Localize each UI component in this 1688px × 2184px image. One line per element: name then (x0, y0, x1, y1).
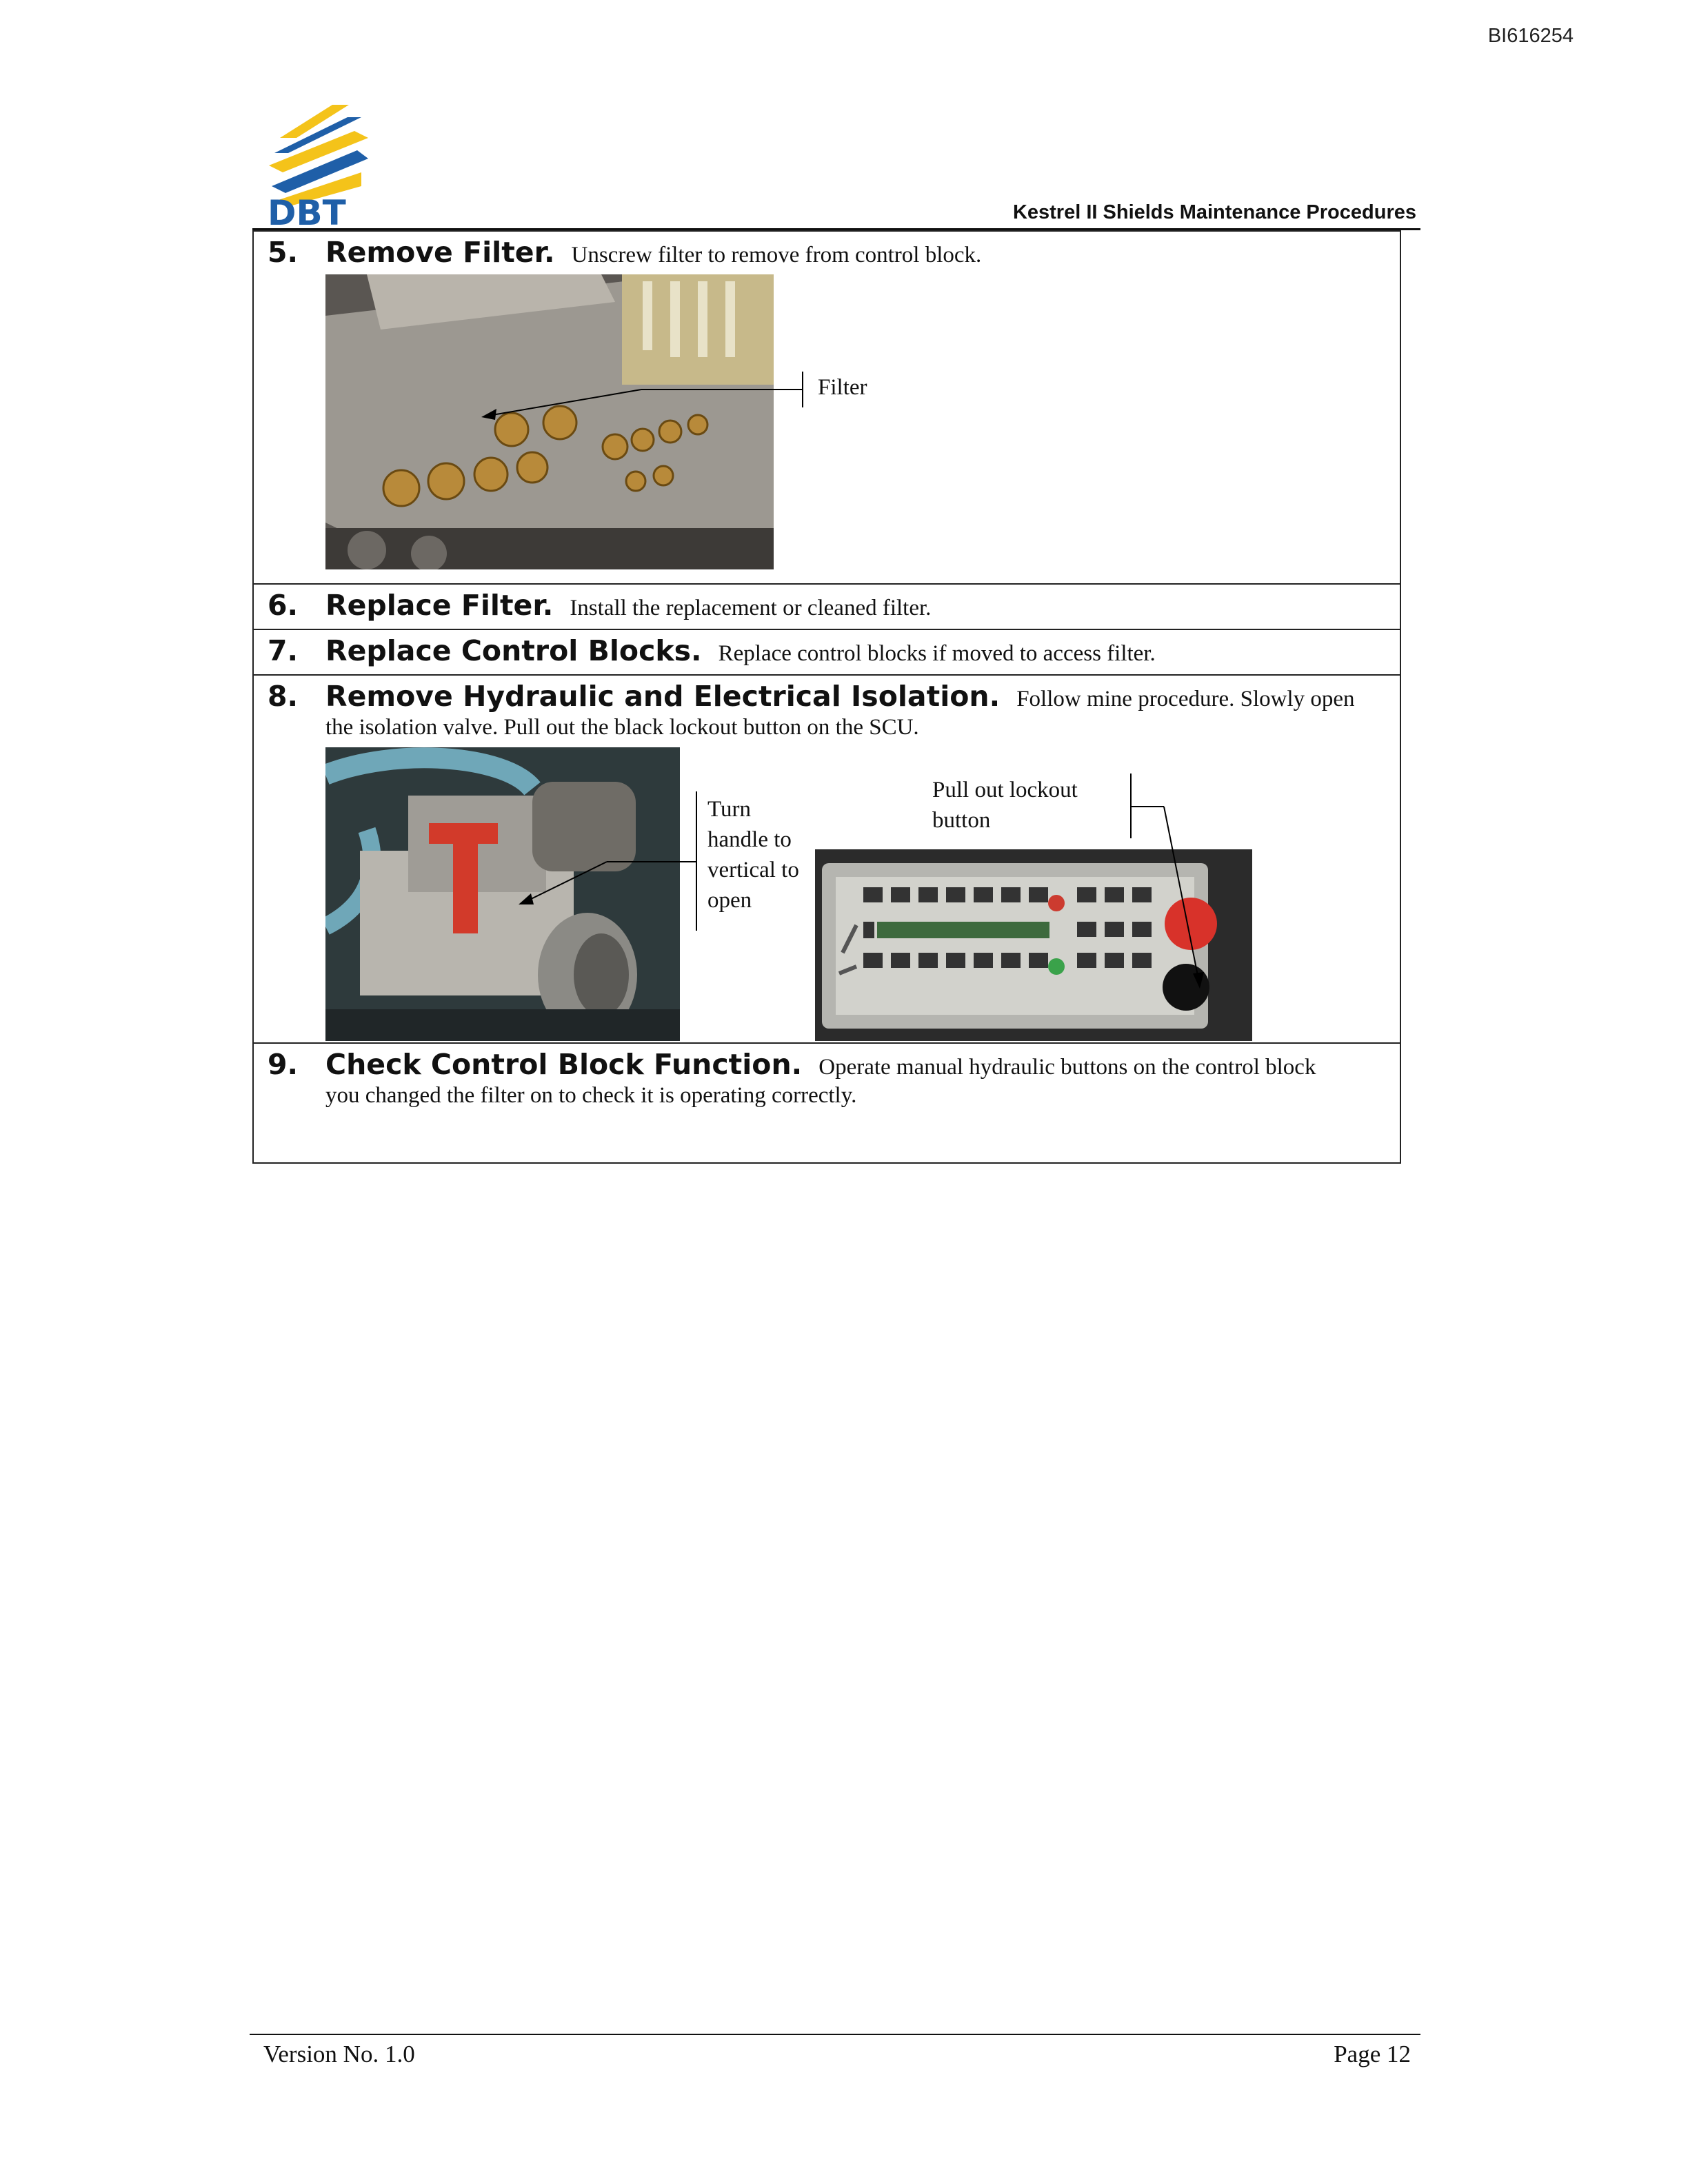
step-description: Follow mine procedure. Slowly open (1016, 687, 1355, 711)
step-row-9 (253, 1043, 1400, 1163)
step-number: 8. (268, 680, 299, 713)
step-description-continued: you changed the filter on to check it is operating correctly. (325, 1083, 857, 1108)
footer-divider (250, 2034, 1420, 2035)
lockout-arrow (1124, 772, 1207, 993)
lockout-button-callout: Pull out lockout button (932, 778, 1078, 833)
step-title: Replace Control Blocks. (325, 634, 702, 667)
step-title: Replace Filter. (325, 589, 554, 622)
dbt-logo (265, 90, 375, 228)
header-title: Kestrel II Shields Maintenance Procedures (1012, 201, 1416, 223)
step-number: 7. (268, 634, 299, 667)
step-title: Remove Filter. (325, 236, 555, 269)
version-number: Version No. 1.0 (263, 2041, 415, 2067)
svg-text:DBT: DBT (268, 193, 346, 228)
step-description: Replace control blocks if moved to access filter. (718, 641, 1156, 666)
step-description-continued: the isolation valve. Pull out the black lockout button on the SCU. (325, 715, 919, 740)
step-title: Remove Hydraulic and Electrical Isolation. (325, 680, 1001, 713)
step-number: 9. (268, 1048, 299, 1081)
filter-callout: Filter (818, 375, 867, 400)
step-description: Unscrew filter to remove from control block. (571, 243, 982, 267)
step-description: Operate manual hydraulic buttons on the control block (818, 1055, 1316, 1080)
step-number: 6. (268, 589, 299, 622)
step-title: Check Control Block Function. (325, 1048, 803, 1081)
turn-handle-callout: Turn handle to vertical to open (707, 797, 799, 913)
page-number: Page 12 (1334, 2041, 1411, 2067)
step-description: Install the replacement or cleaned filter. (570, 596, 932, 620)
step-row-6 (253, 584, 1400, 629)
document-id: BI616254 (1487, 25, 1574, 47)
filter-arrow (476, 369, 807, 424)
valve-handle-arrow (510, 786, 703, 931)
step-row-7 (253, 629, 1400, 675)
step-number: 5. (268, 236, 299, 269)
